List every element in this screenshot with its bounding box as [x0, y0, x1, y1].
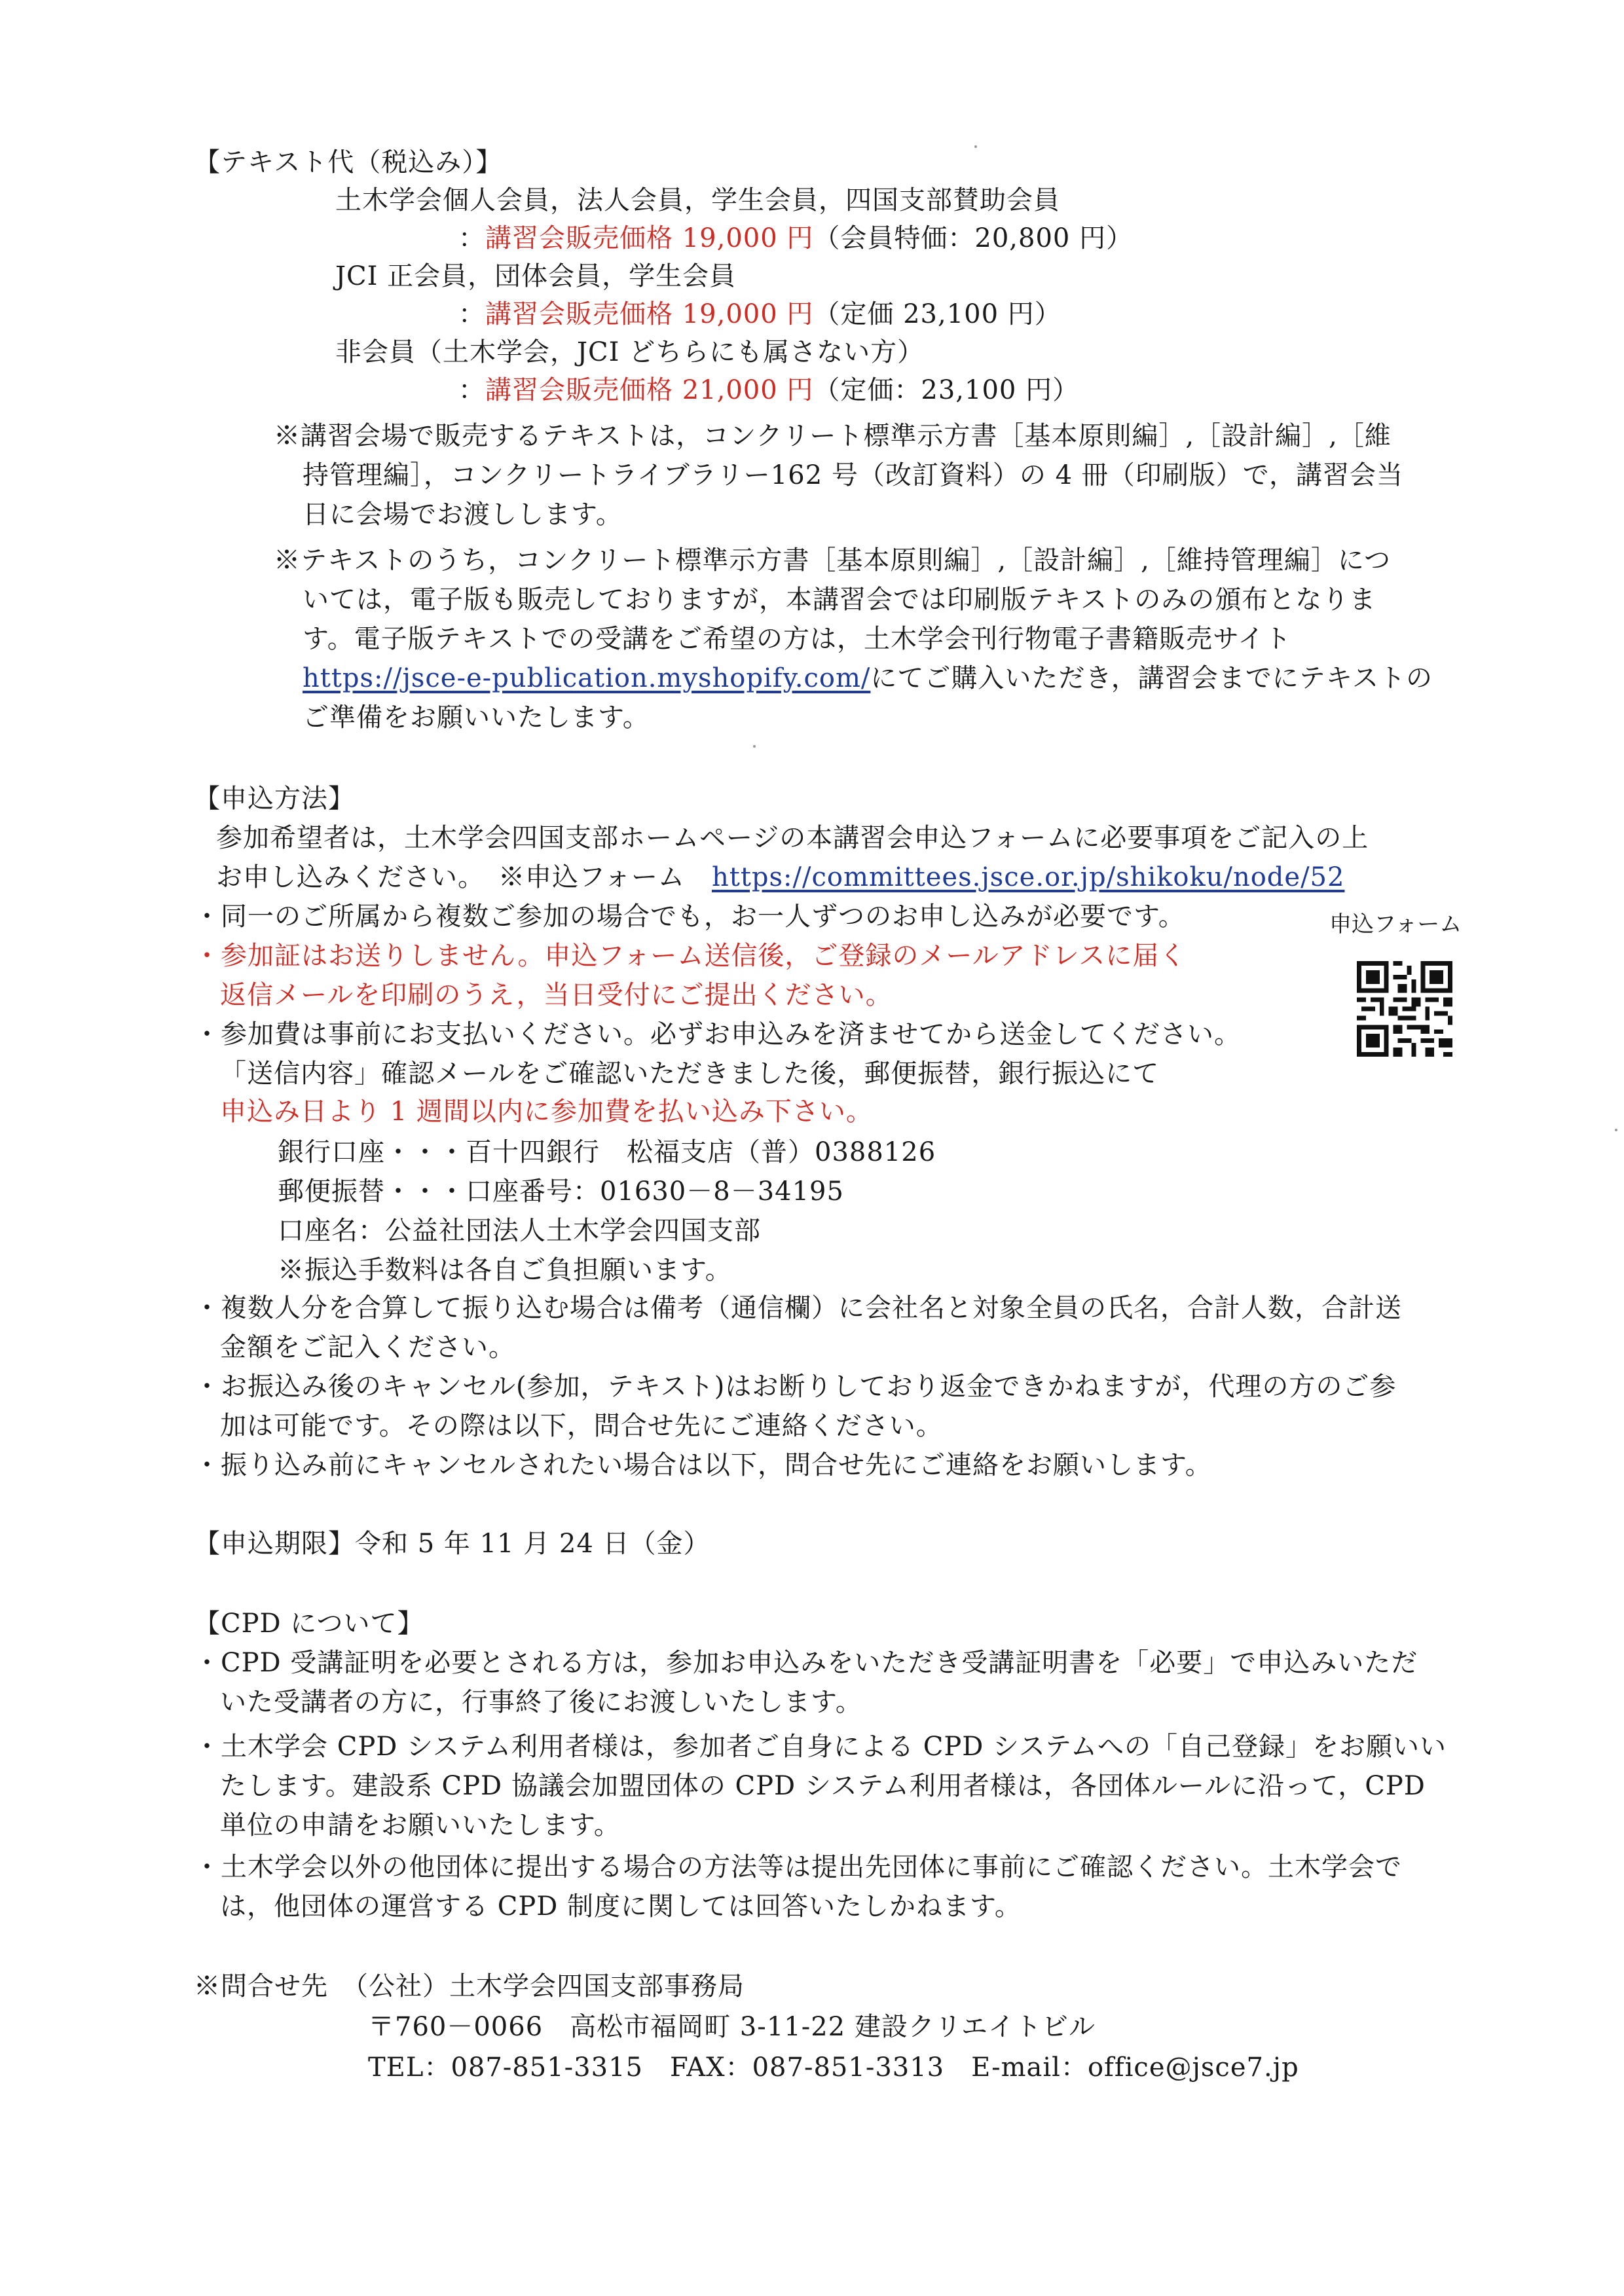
price-note-1: （会員特価：20,800 円） [813, 223, 1134, 253]
cpd-line-5: 単位の申請をお願いいたします。 [220, 1810, 621, 1840]
text-note2-line1: ※テキストのうち，コンクリート標準示方書［基本原則編］,［設計編］,［維持管理編］につ [274, 545, 1392, 575]
member-group-1: 土木学会個人会員，法人会員，学生会員，四国支部賛助会員 [335, 185, 1060, 215]
contact-phones: TEL：087-851-3315 FAX：087-851-3313 E-mail：office@jsce7.jp [368, 2052, 1299, 2083]
application-heading: 【申込方法】 [194, 784, 355, 814]
text-note1-line2: 持管理編］，コンクリートライブラリー162 号（改訂資料）の 4 冊（印刷版）で，講習会当 [303, 460, 1403, 490]
account-name: 口座名：公益社団法人土木学会四国支部 [278, 1216, 761, 1246]
application-bullet-2-line2: 返信メールを印刷のうえ，当日受付にご提出ください。 [220, 980, 893, 1010]
application-intro-2: お申し込みください。 ※申込フォーム https://committees.jsce.or.jp/shikoku/node/52 [216, 862, 1345, 892]
contact-label: ※問合せ先 （公社）土木学会四国支部事務局 [194, 1971, 745, 2001]
scan-speck [974, 145, 977, 148]
deadline-heading: 【申込期限】 [194, 1529, 355, 1559]
cpd-heading: 【CPD について】 [194, 1609, 424, 1639]
text-note2-line4: https://jsce-e-publication.myshopify.com/にてご購入いただき，講習会までにテキストの [303, 663, 1433, 693]
bank-account: 銀行口座・・・百十四銀行 松福支店（普）0388126 [278, 1137, 936, 1167]
application-intro-1: 参加希望者は，土木学会四国支部ホームページの本講習会申込フォームに必要事項をご記入の上 [216, 823, 1369, 853]
member-group-2: JCI 正会員，団体会員，学生会員 [335, 261, 737, 291]
cpd-line-7: は，他団体の運営する CPD 制度に関しては回答いたしかねます。 [220, 1891, 1022, 1922]
price-3: 講習会販売価格 21,000 円 [485, 375, 814, 405]
member-group-3: 非会員（土木学会，JCI どちらにも属さない方） [335, 337, 925, 367]
qr-label: 申込フォーム [1329, 911, 1462, 938]
cpd-line-2: いた受講者の方に，行事終了後にお渡しいたします。 [220, 1687, 862, 1717]
epub-link[interactable]: https://jsce-e-publication.myshopify.com/ [303, 663, 871, 693]
deadline-value: 令和 5 年 11 月 24 日（金） [355, 1529, 710, 1559]
application-bullet-6: ・振り込み前にキャンセルされたい場合は以下，問合せ先にご連絡をお願いします。 [194, 1450, 1212, 1480]
cpd-line-1: ・CPD 受講証明を必要とされる方は，参加お申込みをいただき受講証明書を「必要」で申込みいただ [194, 1648, 1418, 1678]
application-bullet-3-line3: 申込み日より 1 週間以内に参加費を払い込み下さい。 [220, 1097, 873, 1127]
application-bullet-1: ・同一のご所属から複数ご参加の場合でも，お一人ずつのお申し込みが必要です。 [194, 902, 1185, 932]
price-1: 講習会販売価格 19,000 円 [485, 223, 814, 253]
form-url-link[interactable]: https://committees.jsce.or.jp/shikoku/node/52 [712, 862, 1345, 892]
text-note2-line2: いては，電子版も販売しておりますが，本講習会では印刷版テキストのみの頒布となりま [303, 585, 1376, 615]
application-bullet-4-line2: 金額をご記入ください。 [220, 1332, 515, 1362]
application-bullet-3-line1: ・参加費は事前にお支払いください。必ずお申込みを済ませてから送金してください。 [194, 1019, 1241, 1049]
price-line-3: ：講習会販売価格 21,000 円（定価：23,100 円） [458, 375, 1080, 405]
scan-speck [753, 745, 756, 748]
deadline-line [194, 1524, 710, 1563]
qr-code-icon[interactable] [1357, 961, 1452, 1057]
price-line-1: ：講習会販売価格 19,000 円（会員特価：20,800 円） [458, 223, 1134, 253]
price-note-3: （定価：23,100 円） [813, 375, 1080, 405]
application-bullet-2-line1: ・参加証はお送りしません。申込フォーム送信後，ご登録のメールアドレスに届く [194, 941, 1187, 971]
cpd-line-3: ・土木学会 CPD システム利用者様は，参加者ご自身による CPD システムへの「自己登録」をお願いい [194, 1732, 1447, 1762]
text-note1-line3: 日に会場でお渡しします。 [303, 500, 623, 530]
application-bullet-4-line1: ・複数人分を合算して振り込む場合は備考（通信欄）に会社名と対象全員の氏名，合計人数，合計送 [194, 1293, 1402, 1323]
postal-transfer: 郵便振替・・・口座番号：01630－8－34195 [278, 1176, 844, 1207]
text-note2-line3: す。電子版テキストでの受講をご希望の方は，土木学会刊行物電子書籍販売サイト [303, 624, 1292, 654]
application-bullet-3-line2: 「送信内容」確認メールをご確認いただきました後，郵便振替，銀行振込にて [220, 1059, 1160, 1089]
cpd-line-4: たします。建設系 CPD 協議会加盟団体の CPD システム利用者様は，各団体ルールに沿って，CPD [220, 1771, 1426, 1801]
text-note1-line1: ※講習会場で販売するテキストは，コンクリート標準示方書［基本原則編］,［設計編］,［維 [274, 421, 1392, 451]
price-note-2: （定価 23,100 円） [813, 299, 1061, 329]
application-bullet-5-line2: 加は可能です。その際は以下，問合せ先にご連絡ください。 [220, 1411, 943, 1441]
text-fee-heading: 【テキスト代（税込み）】 [194, 147, 503, 177]
contact-address: 〒760－0066 高松市福岡町 3-11-22 建設クリエイトビル [368, 2012, 1096, 2042]
scan-speck [1615, 1129, 1617, 1131]
cpd-line-6: ・土木学会以外の他団体に提出する場合の方法等は提出先団体に事前にご確認ください。土木学会で [194, 1852, 1402, 1882]
price-2: 講習会販売価格 19,000 円 [485, 299, 814, 329]
text-note2-line5: ご準備をお願いいたします。 [303, 702, 650, 733]
fee-note: ※振込手数料は各自ご負担願います。 [278, 1255, 732, 1285]
price-line-2: ：講習会販売価格 19,000 円（定価 23,100 円） [458, 299, 1061, 329]
application-bullet-5-line1: ・お振込み後のキャンセル(参加，テキスト)はお断りしており返金できかねますが，代理の方のご参 [194, 1372, 1397, 1402]
